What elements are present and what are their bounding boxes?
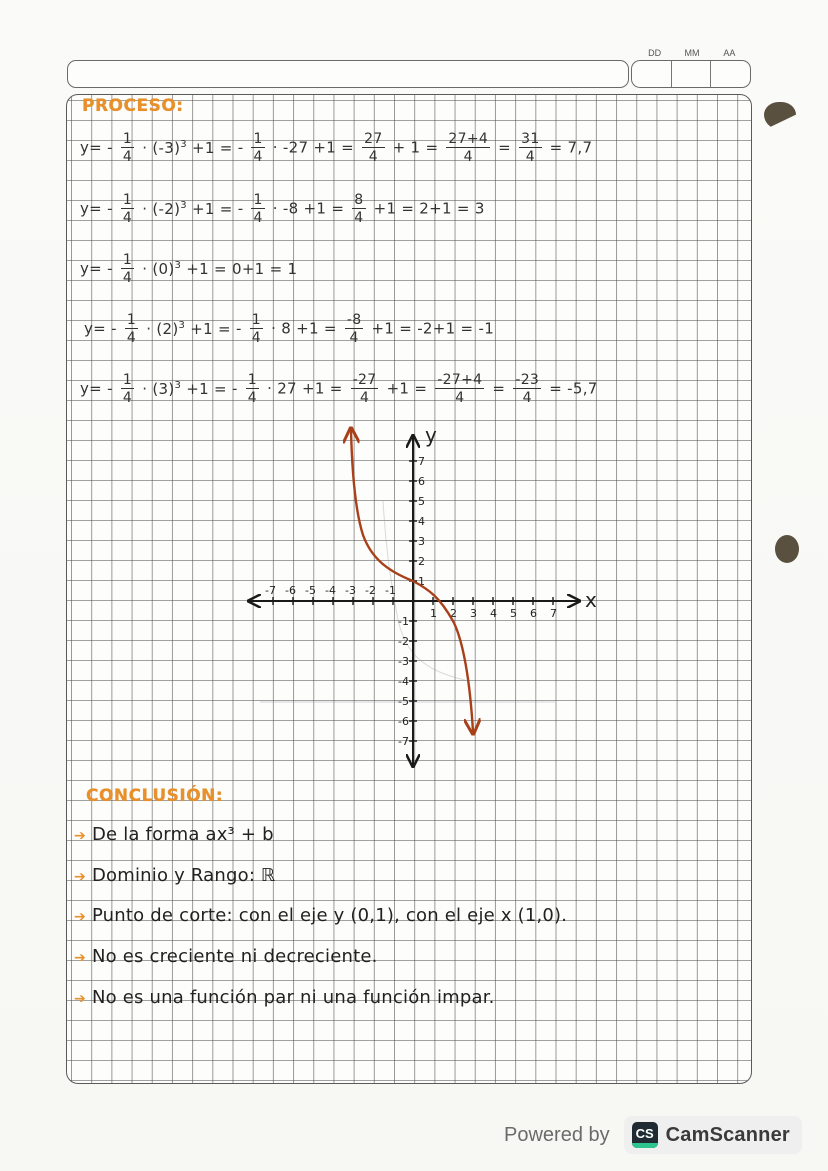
fraction: $\frac{1}{4}$ (122, 372, 133, 406)
arrow-right-icon: ➔ (74, 991, 86, 1007)
eq-text: - (231, 379, 238, 398)
fraction: $\frac{1}{4}$ (126, 312, 137, 346)
svg-text:-2: -2 (365, 584, 376, 597)
svg-text:-6: -6 (285, 584, 296, 597)
logo-text: CS (635, 1125, 654, 1141)
fraction: $\frac{1}{4}$ (253, 131, 263, 165)
fraction: $\frac{1}{4}$ (122, 131, 133, 165)
eq-text: · -8 +1 = (272, 199, 345, 218)
arrow-right-icon: ➔ (74, 828, 86, 844)
eq-text: - (107, 379, 113, 398)
svg-text:6: 6 (530, 607, 537, 620)
fraction: $\frac{27}{4}$ (364, 131, 383, 165)
conclusion-item (74, 865, 276, 886)
conclusion-item-text: No es una función par ni una función impar. (91, 987, 495, 1008)
eq-text: - (237, 199, 244, 218)
camscanner-logo-icon (632, 1122, 658, 1148)
eq-result: +1 = 2+1 = 3 (373, 199, 485, 218)
eq-text: · $(-3)^3 +1$ = (142, 138, 233, 157)
eq-text: - (107, 138, 113, 157)
svg-text:-4: -4 (398, 675, 409, 688)
svg-text:5: 5 (418, 495, 425, 508)
eq-text: · 27 +1 = (267, 379, 343, 398)
fraction: $\frac{1}{4}$ (122, 192, 133, 226)
svg-text:1: 1 (418, 575, 425, 588)
eq-text: y= (80, 199, 103, 218)
svg-text:-4: -4 (325, 584, 336, 597)
camscanner-badge (624, 1116, 802, 1154)
svg-text:4: 4 (490, 607, 497, 620)
svg-text:-3: -3 (398, 655, 409, 668)
conclusion-item-text: Punto de corte: con el eje y (0,1), con el eje x (1,0). (91, 905, 568, 926)
fraction: $\frac{31}{4}$ (521, 131, 540, 165)
eq-text: = (498, 138, 512, 157)
svg-text:-7: -7 (398, 735, 409, 748)
arrow-right-icon: ➔ (74, 869, 86, 885)
powered-by-text: Powered by (504, 1123, 610, 1146)
svg-text:2: 2 (418, 555, 425, 568)
date-label-year: AA (723, 48, 736, 58)
svg-text:6: 6 (418, 475, 425, 488)
fraction: $\frac{-8}{4}$ (346, 312, 362, 346)
svg-text:5: 5 (510, 607, 517, 620)
eq-text: · $(2)^3 +1$ = (146, 319, 231, 338)
fraction: $\frac{8}{4}$ (354, 192, 364, 226)
date-label-day: DD (648, 48, 662, 58)
svg-text:-2: -2 (398, 635, 409, 648)
eq-result: = 7,7 (549, 138, 593, 157)
eq-text: + 1 = (392, 138, 439, 157)
eq-text: y= (80, 138, 103, 157)
fraction: $\frac{-27}{4}$ (352, 372, 377, 406)
y-axis-label: y (425, 423, 437, 447)
eq-text: - (107, 199, 113, 218)
svg-text:-5: -5 (398, 695, 409, 708)
svg-text:-3: -3 (345, 584, 356, 597)
eq-text: · $(3)^3 +1$ = (142, 379, 227, 398)
fraction: $\frac{1}{4}$ (253, 192, 263, 226)
svg-text:3: 3 (418, 535, 425, 548)
eq-text: - (237, 138, 244, 157)
eq-text: · -27 +1 = (272, 138, 355, 157)
arrow-right-icon: ➔ (74, 909, 86, 925)
svg-text:-7: -7 (265, 584, 276, 597)
eq-text: · $(0)^3 +1 = 0+1 = 1$ (142, 259, 298, 278)
fraction: $\frac{1}{4}$ (247, 372, 257, 406)
svg-text:1: 1 (430, 607, 437, 620)
conclusion-title: CONCLUSIÓN: (86, 786, 224, 806)
svg-text:-1: -1 (398, 615, 409, 628)
eq-result: = -5,7 (549, 379, 598, 398)
eq-text: · 8 +1 = (271, 319, 337, 338)
eq-text: y= (84, 319, 107, 338)
conclusion-item (74, 946, 378, 967)
eq-text: y= (80, 259, 103, 278)
svg-text:7: 7 (418, 455, 425, 468)
eq-text: · $(-2)^3 +1$ = (142, 199, 233, 218)
fraction: $\frac{-27+4}{4}$ (437, 372, 483, 406)
svg-text:4: 4 (418, 515, 425, 528)
fraction: $\frac{27+4}{4}$ (448, 131, 489, 165)
eq-text: - (111, 319, 117, 338)
fraction: $\frac{1}{4}$ (122, 252, 133, 286)
conclusion-item (74, 905, 567, 926)
brand-name: CamScanner (665, 1123, 790, 1146)
conclusion-item-text: De la forma ax³ + b (91, 824, 274, 845)
date-label-month: MM (684, 48, 700, 58)
eq-result: +1 = -2+1 = -1 (371, 319, 495, 338)
eq-text: = (492, 379, 506, 398)
eq-text: - (235, 319, 242, 338)
eq-text: +1 = (386, 379, 428, 398)
eq-text: - (107, 259, 113, 278)
process-title: PROCESO: (82, 96, 184, 116)
conclusion-item-text: Dominio y Rango: ℝ (91, 865, 276, 886)
arrow-right-icon: ➔ (74, 950, 86, 966)
svg-text:-6: -6 (398, 715, 409, 728)
svg-text:-1: -1 (385, 584, 396, 597)
fraction: $\frac{-23}{4}$ (515, 372, 540, 406)
svg-text:3: 3 (470, 607, 477, 620)
x-axis-label: x (585, 588, 597, 612)
svg-text:2: 2 (450, 607, 457, 620)
camscanner-watermark (504, 1116, 802, 1154)
svg-text:7: 7 (550, 607, 557, 620)
conclusion-item-text: No es creciente ni decreciente. (91, 946, 378, 967)
conclusion-item (74, 987, 495, 1008)
eq-text: y= (80, 379, 103, 398)
fraction: $\frac{1}{4}$ (251, 312, 261, 346)
conclusion-item (74, 824, 274, 845)
svg-text:-5: -5 (305, 584, 316, 597)
